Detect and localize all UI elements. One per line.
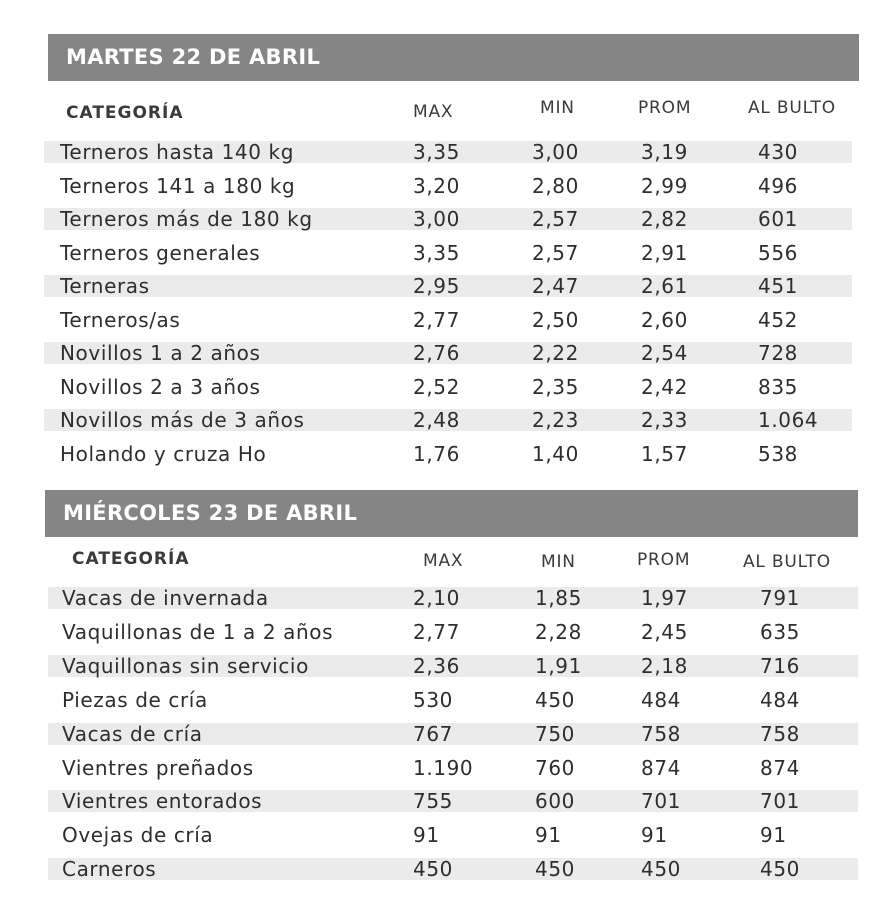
cell-min: 2,57	[532, 241, 579, 265]
cell-categoria: Novillos 1 a 2 años	[60, 341, 261, 365]
cell-max: 2,95	[413, 274, 460, 298]
column-header-al-bulto: AL BULTO	[743, 552, 831, 572]
cell-max: 2,48	[413, 408, 460, 432]
cell-prom: 1,57	[641, 442, 688, 466]
cell-categoria: Vaquillonas sin servicio	[62, 654, 309, 678]
cell-max: 2,76	[413, 341, 460, 365]
cell-prom: 2,61	[641, 274, 688, 298]
cell-min: 91	[535, 823, 562, 847]
cell-categoria: Novillos 2 a 3 años	[60, 375, 261, 399]
cell-prom: 758	[641, 722, 681, 746]
table-row	[44, 208, 852, 230]
cell-al-bulto: 758	[760, 722, 800, 746]
column-header-categoria: CATEGORÍA	[72, 549, 190, 569]
cell-al-bulto: 728	[758, 341, 798, 365]
column-header-categoria: CATEGORÍA	[66, 103, 184, 123]
cell-prom: 1,97	[641, 586, 688, 610]
cell-min: 1,91	[535, 654, 582, 678]
cell-prom: 2,99	[641, 174, 688, 198]
cell-max: 1,76	[413, 442, 460, 466]
table-row	[48, 824, 858, 846]
cell-al-bulto: 601	[758, 207, 798, 231]
cell-min: 1,40	[532, 442, 579, 466]
cell-al-bulto: 451	[758, 274, 798, 298]
table-row	[44, 175, 852, 197]
column-header-min: MIN	[541, 552, 576, 572]
cell-max: 3,35	[413, 241, 460, 265]
table-row	[48, 757, 858, 779]
cell-categoria: Novillos más de 3 años	[60, 408, 305, 432]
column-header-prom: PROM	[637, 550, 691, 570]
cell-max: 2,10	[413, 586, 460, 610]
table-row	[48, 587, 858, 609]
column-header-max: MAX	[413, 102, 454, 122]
cell-categoria: Vacas de cría	[62, 722, 203, 746]
cell-min: 450	[535, 688, 575, 712]
cell-max: 3,20	[413, 174, 460, 198]
cell-min: 3,00	[532, 140, 579, 164]
column-header-max: MAX	[423, 551, 464, 571]
cell-prom: 2,42	[641, 375, 688, 399]
cell-min: 2,22	[532, 341, 579, 365]
cell-al-bulto: 835	[758, 375, 798, 399]
cell-categoria: Holando y cruza Ho	[60, 442, 267, 466]
cell-max: 767	[413, 722, 453, 746]
cell-prom: 2,91	[641, 241, 688, 265]
cell-al-bulto: 91	[760, 823, 787, 847]
cell-max: 450	[413, 857, 453, 881]
table-row	[48, 689, 858, 711]
cell-al-bulto: 716	[760, 654, 800, 678]
cell-prom: 2,33	[641, 408, 688, 432]
table-row	[44, 141, 852, 163]
table-row	[44, 409, 852, 431]
cell-categoria: Terneros 141 a 180 kg	[60, 174, 296, 198]
cell-prom: 2,54	[641, 341, 688, 365]
cell-max: 2,77	[413, 308, 460, 332]
cell-al-bulto: 701	[760, 789, 800, 813]
cell-categoria: Terneros más de 180 kg	[60, 207, 313, 231]
cell-min: 760	[535, 756, 575, 780]
cell-min: 600	[535, 789, 575, 813]
cell-al-bulto: 635	[760, 620, 800, 644]
cell-max: 3,00	[413, 207, 460, 231]
cell-categoria: Terneros/as	[60, 308, 181, 332]
table-row	[44, 376, 852, 398]
column-header-prom: PROM	[638, 98, 692, 118]
cell-prom: 2,45	[641, 620, 688, 644]
table-row	[48, 655, 858, 677]
cell-prom: 2,82	[641, 207, 688, 231]
cell-al-bulto: 496	[758, 174, 798, 198]
cell-max: 2,52	[413, 375, 460, 399]
table-row	[44, 242, 852, 264]
cell-al-bulto: 484	[760, 688, 800, 712]
cell-al-bulto: 450	[760, 857, 800, 881]
cell-min: 2,80	[532, 174, 579, 198]
cell-min: 2,35	[532, 375, 579, 399]
table-row	[48, 621, 858, 643]
cell-al-bulto: 1.064	[758, 408, 819, 432]
cell-prom: 450	[641, 857, 681, 881]
cell-prom: 484	[641, 688, 681, 712]
table-row	[44, 275, 852, 297]
section-header-martes: MARTES 22 DE ABRIL	[48, 34, 859, 81]
cell-min: 2,47	[532, 274, 579, 298]
cell-categoria: Terneros generales	[60, 241, 261, 265]
cell-min: 2,23	[532, 408, 579, 432]
table-row	[44, 309, 852, 331]
cell-al-bulto: 874	[760, 756, 800, 780]
cell-al-bulto: 556	[758, 241, 798, 265]
cell-al-bulto: 430	[758, 140, 798, 164]
table-row	[48, 858, 858, 880]
cell-max: 2,77	[413, 620, 460, 644]
cell-categoria: Terneras	[60, 274, 150, 298]
table-row	[48, 790, 858, 812]
cell-max: 1.190	[413, 756, 474, 780]
cell-categoria: Carneros	[62, 857, 157, 881]
cell-min: 2,57	[532, 207, 579, 231]
table-row	[44, 443, 852, 465]
table-row	[44, 342, 852, 364]
cell-prom: 91	[641, 823, 668, 847]
cell-max: 530	[413, 688, 453, 712]
cell-min: 450	[535, 857, 575, 881]
column-header-al-bulto: AL BULTO	[748, 98, 836, 118]
cell-categoria: Vaquillonas de 1 a 2 años	[62, 620, 334, 644]
cell-prom: 2,18	[641, 654, 688, 678]
cell-al-bulto: 452	[758, 308, 798, 332]
cell-max: 3,35	[413, 140, 460, 164]
section-header-miercoles: MIÉRCOLES 23 DE ABRIL	[45, 490, 858, 537]
cell-al-bulto: 538	[758, 442, 798, 466]
cell-max: 755	[413, 789, 453, 813]
cell-prom: 2,60	[641, 308, 688, 332]
cell-al-bulto: 791	[760, 586, 800, 610]
cell-categoria: Vientres entorados	[62, 789, 263, 813]
cell-max: 91	[413, 823, 440, 847]
cell-min: 1,85	[535, 586, 582, 610]
cell-min: 2,50	[532, 308, 579, 332]
table-row	[48, 723, 858, 745]
cell-categoria: Ovejas de cría	[62, 823, 214, 847]
cell-max: 2,36	[413, 654, 460, 678]
cell-prom: 3,19	[641, 140, 688, 164]
cell-categoria: Vacas de invernada	[62, 586, 269, 610]
cell-min: 2,28	[535, 620, 582, 644]
cell-categoria: Piezas de cría	[62, 688, 208, 712]
cell-prom: 701	[641, 789, 681, 813]
cell-categoria: Vientres preñados	[62, 756, 254, 780]
cell-categoria: Terneros hasta 140 kg	[60, 140, 294, 164]
column-header-min: MIN	[540, 98, 575, 118]
cell-min: 750	[535, 722, 575, 746]
cell-prom: 874	[641, 756, 681, 780]
